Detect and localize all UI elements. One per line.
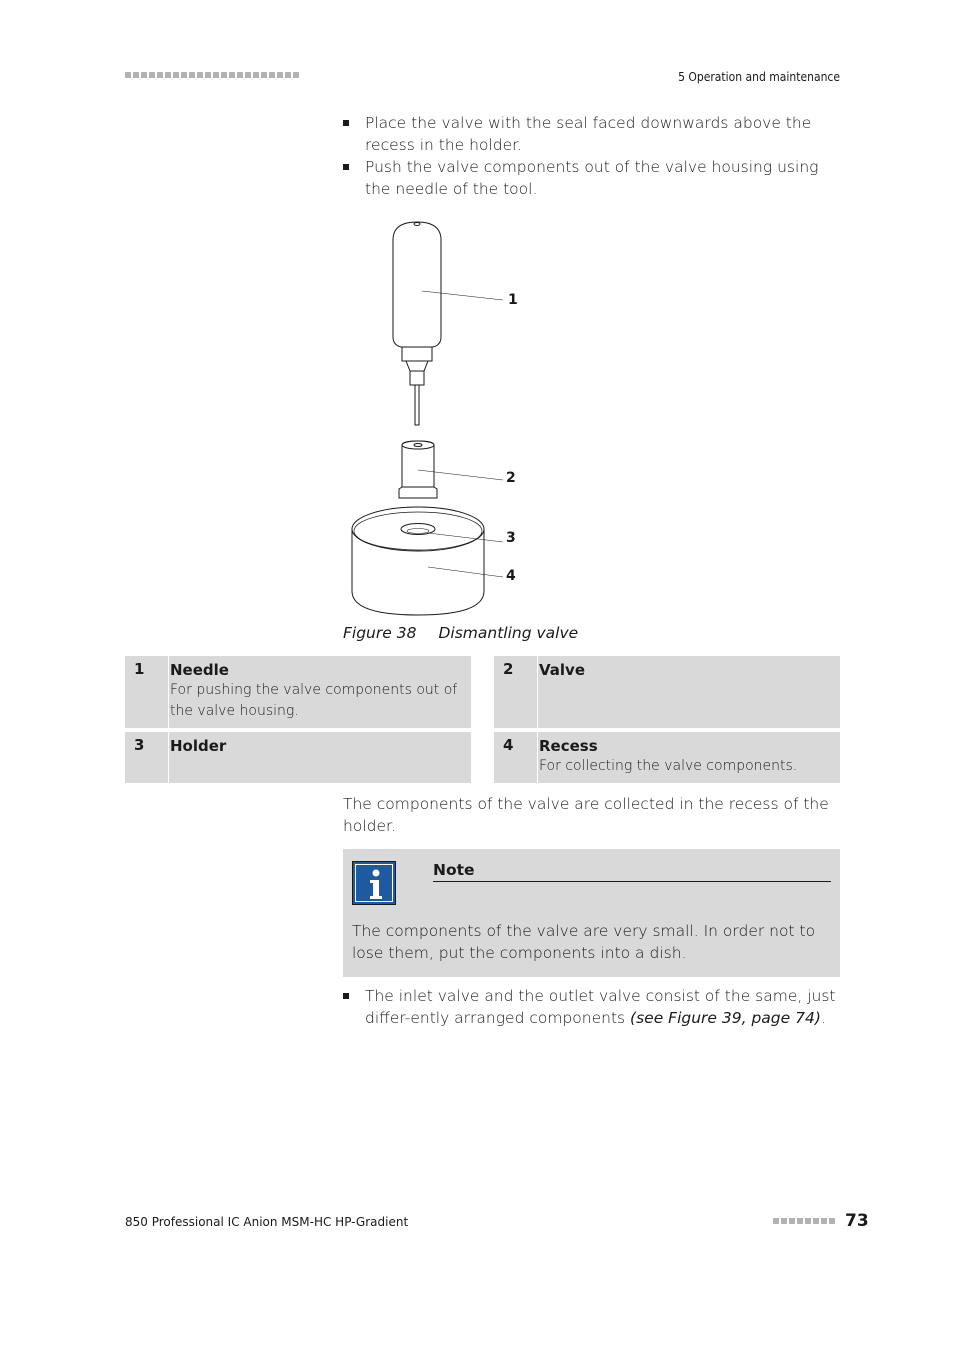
legend-number: 1 bbox=[125, 656, 169, 728]
legend-term: Recess bbox=[539, 737, 598, 755]
step-list-top bbox=[343, 112, 843, 200]
legend-term: Holder bbox=[170, 737, 227, 755]
callout-2: 2 bbox=[506, 470, 516, 486]
footer-product: 850 Professional IC Anion MSM-HC HP-Gradient bbox=[125, 1215, 409, 1229]
needle-tip bbox=[415, 385, 419, 425]
figure-caption bbox=[343, 624, 578, 642]
legend-item-needle bbox=[125, 656, 471, 728]
note-body: The components of the valve are very small. In order not to lose them, put the components into a dish. bbox=[352, 922, 816, 962]
legend-term: Valve bbox=[539, 661, 586, 679]
legend-description: For collecting the valve components. bbox=[539, 758, 798, 774]
note-box bbox=[343, 849, 840, 977]
step-list-bottom bbox=[343, 985, 843, 1029]
legend-item-recess bbox=[494, 732, 840, 783]
header-decoration bbox=[125, 72, 299, 78]
callout-3: 3 bbox=[506, 530, 516, 546]
legend-number: 4 bbox=[494, 732, 538, 783]
legend-item-holder bbox=[125, 732, 471, 783]
step-item: Push the valve components out of the valve housing using the needle of the tool. bbox=[343, 156, 843, 200]
body-paragraph: The components of the valve are collected in the recess of the holder. bbox=[343, 795, 829, 835]
step-text: The inlet valve and the outlet valve consist of the same, just differ-ently arranged components bbox=[365, 987, 836, 1027]
page-number: 73 bbox=[845, 1211, 869, 1231]
header-chapter: 5 Operation and maintenance bbox=[678, 70, 840, 84]
legend-term: Needle bbox=[170, 661, 229, 679]
cross-reference-link[interactable]: (see Figure 39, page 74) bbox=[630, 1009, 821, 1027]
legend-number: 3 bbox=[125, 732, 169, 783]
step-item bbox=[343, 985, 843, 1029]
needle-tool-collar bbox=[402, 347, 432, 361]
needle-tool-handle bbox=[393, 222, 441, 347]
caption-title: Dismantling valve bbox=[438, 624, 579, 642]
info-icon bbox=[352, 861, 396, 905]
caption-label: Figure 38 bbox=[343, 624, 417, 642]
legend-description: For pushing the valve components out of the valve housing. bbox=[170, 682, 458, 719]
valve-part bbox=[399, 441, 437, 498]
note-title: Note bbox=[433, 859, 831, 882]
legend-item-valve bbox=[494, 656, 840, 728]
step-end: . bbox=[820, 1009, 826, 1027]
dismantling-valve-figure bbox=[340, 215, 540, 620]
legend-number: 2 bbox=[494, 656, 538, 728]
callout-1: 1 bbox=[508, 292, 518, 308]
valve-illustration bbox=[340, 215, 540, 620]
callout-4: 4 bbox=[506, 568, 516, 584]
footer-decoration bbox=[773, 1218, 835, 1224]
step-item: Place the valve with the seal faced downwards above the recess in the holder. bbox=[343, 112, 843, 156]
